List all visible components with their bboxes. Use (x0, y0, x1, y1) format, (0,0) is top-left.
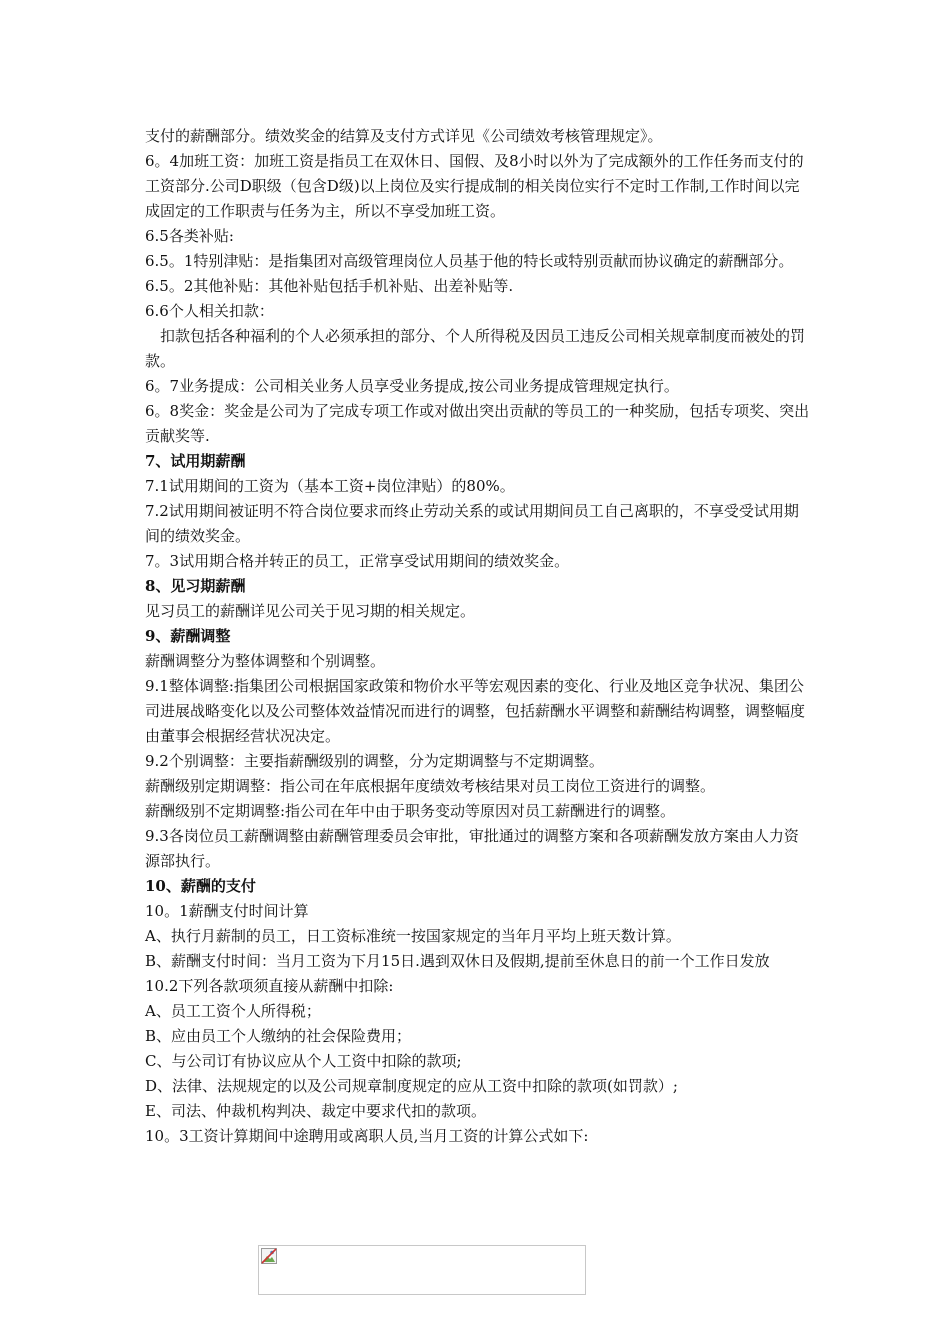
paragraph: 支付的薪酬部分。绩效奖金的结算及支付方式详见《公司绩效考核管理规定》。 (145, 127, 663, 145)
paragraph: 7。3试用期合格并转正的员工，正常享受试用期间的绩效奖金。 (145, 552, 570, 570)
paragraph: B、应由员工个人缴纳的社会保险费用； (145, 1027, 412, 1045)
paragraph: 见习员工的薪酬详见公司关于见习期的相关规定。 (145, 602, 476, 620)
paragraph: 6.6个人相关扣款： (145, 302, 274, 320)
paragraph: A、执行月薪制的员工，日工资标准统一按国家规定的当年月平均上班天数计算。 (145, 927, 681, 945)
section-heading: 8、见习期薪酬 (145, 577, 246, 595)
paragraph: E、司法、仲裁机构判决、裁定中要求代扣的款项。 (145, 1102, 486, 1120)
paragraph: 6。4加班工资：加班工资是指员工在双休日、国假、及8小时以外为了完成额外的工作任务而支付的工资部分.公司D职级（包含D级)以上岗位及实行提成制的相关岗位实行不定时工作制,工作时间以完成固定的工作职责与任务为主，所以不享受加班工资。 (145, 152, 804, 220)
paragraph: 7.2试用期间被证明不符合岗位要求而终止劳动关系的或试用期间员工自己离职的，不享受受试用期间的绩效奖金。 (145, 502, 799, 545)
paragraph: 9.1整体调整:指集团公司根据国家政策和物价水平等宏观因素的变化、行业及地区竞争状况、集团公司进展战略变化以及公司整体效益情况而进行的调整，包括薪酬水平调整和薪酬结构调整，调整幅度由董事会根据经营状况决定。 (145, 677, 806, 745)
section-heading: 9、薪酬调整 (145, 627, 231, 645)
broken-image-icon (261, 1248, 277, 1264)
paragraph: 6.5。2其他补贴：其他补贴包括手机补贴、出差补贴等. (145, 277, 514, 295)
document-body (145, 124, 810, 1149)
paragraph: 6。8奖金：奖金是公司为了完成专项工作或对做出突出贡献的等员工的一种奖励，包括专项奖、突出贡献奖等. (145, 402, 810, 445)
paragraph: D、法律、法规规定的以及公司规章制度规定的应从工资中扣除的款项(如罚款）; (145, 1077, 678, 1095)
paragraph: 薪酬级别不定期调整:指公司在年中由于职务变动等原因对员工薪酬进行的调整。 (145, 802, 676, 820)
paragraph: 10。1薪酬支付时间计算 (145, 902, 309, 920)
paragraph: C、与公司订有协议应从个人工资中扣除的款项; (145, 1052, 462, 1070)
paragraph: B、薪酬支付时间：当月工资为下月15日.遇到双休日及假期,提前至休息日的前一个工作日发放 (145, 952, 770, 970)
section-heading: 10、薪酬的支付 (145, 877, 256, 895)
paragraph: 9.3各岗位员工薪酬调整由薪酬管理委员会审批，审批通过的调整方案和各项薪酬发放方案由人力资源部执行。 (145, 827, 799, 870)
paragraph: 6.5。1特别津贴：是指集团对高级管理岗位人员基于他的特长或特别贡献而协议确定的薪酬部分。 (145, 252, 794, 270)
formula-image-placeholder (258, 1245, 586, 1295)
paragraph: 薪酬级别定期调整：指公司在年底根据年度绩效考核结果对员工岗位工资进行的调整。 (145, 777, 716, 795)
paragraph: 7.1试用期间的工资为（基本工资+岗位津贴）的80%。 (145, 477, 515, 495)
paragraph: 6.5各类补贴: (145, 227, 234, 245)
section-heading: 7、试用期薪酬 (145, 452, 246, 470)
paragraph: 扣款包括各种福利的个人必须承担的部分、个人所得税及因员工违反公司相关规章制度而被处的罚款。 (145, 327, 806, 370)
paragraph: 9.2个别调整：主要指薪酬级别的调整，分为定期调整与不定期调整。 (145, 752, 604, 770)
paragraph: A、员工工资个人所得税； (145, 1002, 321, 1020)
paragraph: 6。7业务提成：公司相关业务人员享受业务提成,按公司业务提成管理规定执行。 (145, 377, 679, 395)
paragraph: 10。3工资计算期间中途聘用或离职人员,当月工资的计算公式如下: (145, 1127, 589, 1145)
paragraph: 薪酬调整分为整体调整和个别调整。 (145, 652, 386, 670)
paragraph: 10.2下列各款项须直接从薪酬中扣除: (145, 977, 394, 995)
